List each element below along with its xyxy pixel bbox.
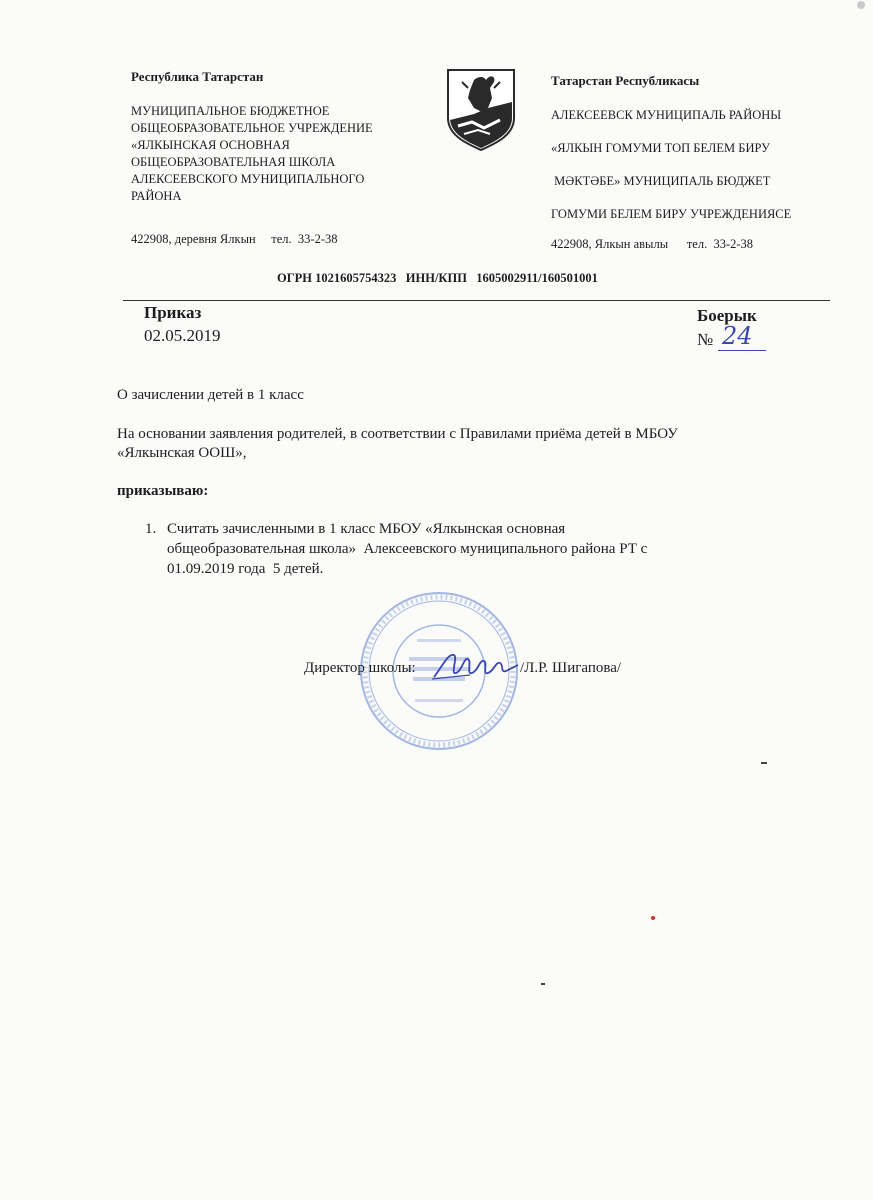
coat-of-arms-icon: [444, 68, 518, 152]
scan-speck: [857, 1, 865, 9]
header-right-org-line: МӘКТӘБЕ» МУНИЦИПАЛЬ БЮДЖЕТ: [551, 174, 771, 188]
order-number-prefix: №: [697, 330, 714, 349]
signature-label: Директор школы:: [304, 660, 416, 676]
org-line: ОБЩЕОБРАЗОВАТЕЛЬНАЯ ШКОЛА: [131, 155, 336, 169]
ogrn-line: ОГРН 1021605754323 ИНН/КПП 1605002911/160501001: [277, 271, 598, 285]
org-line: РАЙОНА: [131, 189, 182, 203]
org-line: «ЯЛКЫНСКАЯ ОСНОВНАЯ: [131, 138, 290, 152]
org-line: МУНИЦИПАЛЬНОЕ БЮДЖЕТНОЕ: [131, 104, 330, 118]
header-divider: [123, 300, 830, 301]
order-basis-line: На основании заявления родителей, в соответствии с Правилами приёма детей в МБОУ: [117, 426, 678, 442]
order-title-tt: Боерык: [697, 306, 757, 325]
header-right-org-line: ГОМУМИ БЕЛЕМ БИРУ УЧРЕЖДЕНИЯСЕ: [551, 207, 792, 221]
scan-speck: [541, 983, 545, 985]
signature-icon: [430, 645, 522, 685]
order-basis-line: «Ялкынская ООШ»,: [117, 445, 247, 461]
order-number-handwritten: 24: [722, 322, 753, 350]
header-left-org: [131, 103, 373, 205]
org-line: АЛЕКСЕЕВСКОГО МУНИЦИПАЛЬНОГО: [131, 172, 365, 186]
scan-speck: [761, 762, 767, 764]
list-item-line: общеобразовательная школа» Алексеевского муниципального района РТ с: [167, 541, 648, 557]
order-number-underline: [718, 350, 766, 351]
header-left-region: Республика Татарстан: [131, 69, 264, 84]
order-word: приказываю:: [117, 483, 209, 499]
header-right-region: Татарстан Республикасы: [551, 73, 700, 88]
header-right-address: 422908, Ялкын авылы тел. 33-2-38: [551, 237, 754, 251]
signature-name: /Л.Р. Шигапова/: [520, 660, 622, 676]
order-subject: О зачислении детей в 1 класс: [117, 387, 304, 403]
order-date: 02.05.2019: [144, 326, 221, 345]
list-item-line: Считать зачисленными в 1 класс МБОУ «Ялкынская основная: [167, 521, 566, 537]
header-right-org-line: «ЯЛКЫН ГОМУМИ ТОП БЕЛЕМ БИРУ: [551, 141, 770, 155]
list-item-line: 01.09.2019 года 5 детей.: [167, 561, 324, 577]
scan-speck: [651, 916, 655, 920]
org-line: ОБЩЕОБРАЗОВАТЕЛЬНОЕ УЧРЕЖДЕНИЕ: [131, 121, 373, 135]
header-left-address: 422908, деревня Ялкын тел. 33-2-38: [131, 232, 338, 246]
order-title-ru: Приказ: [144, 303, 202, 322]
header-right-org-line: АЛЕКСЕЕВСК МУНИЦИПАЛЬ РАЙОНЫ: [551, 108, 782, 122]
list-item-number: 1.: [145, 521, 157, 537]
